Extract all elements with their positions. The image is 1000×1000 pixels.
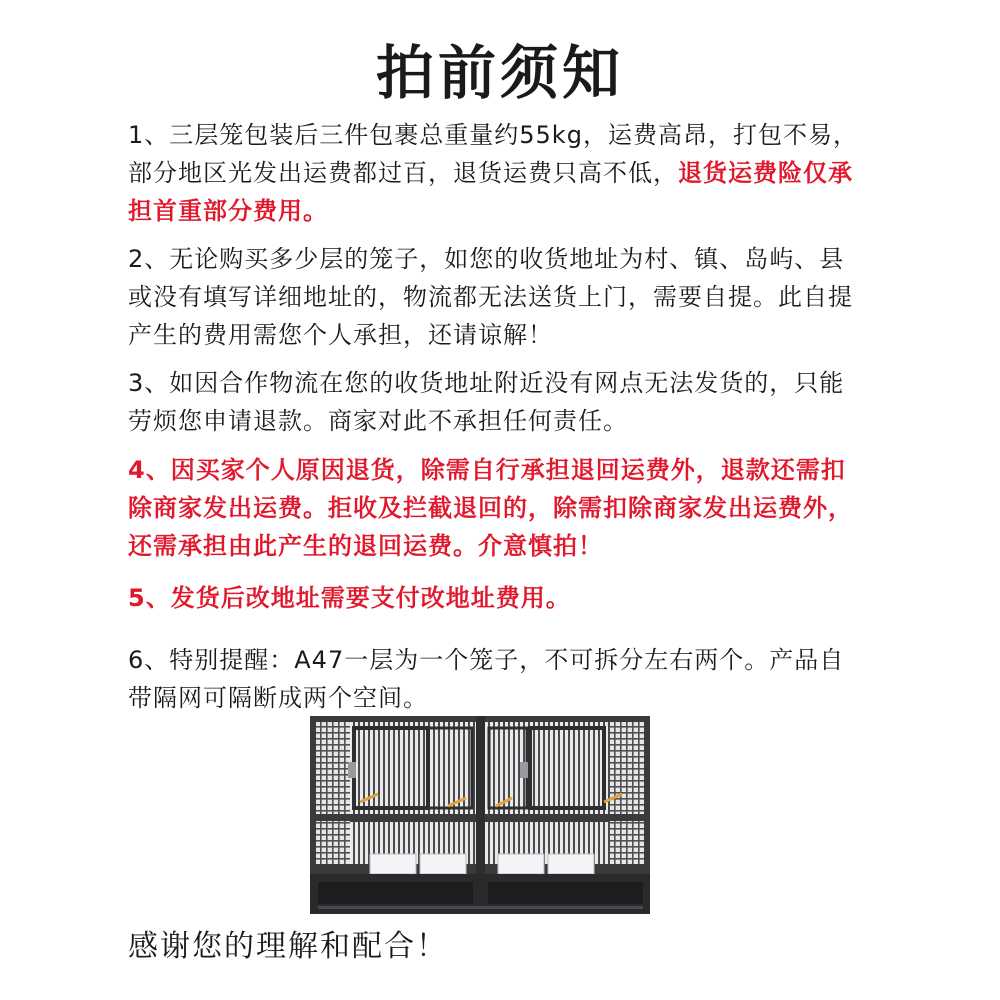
notice-item-5 bbox=[128, 579, 868, 617]
closing-message: 感谢您的理解和配合！ bbox=[128, 929, 448, 964]
notice-item-2 bbox=[128, 240, 868, 354]
notice-item-1 bbox=[128, 116, 868, 230]
notice-item-4 bbox=[128, 451, 868, 565]
notice-item-1-text: 1、三层笼包装后三件包裹总重量约55kg，运费高昂，打包不易，部分地区光发出运费都过百，退货运费只高不低， bbox=[128, 121, 858, 187]
notice-item-6 bbox=[128, 641, 868, 717]
notice-item-1-highlight: 退货运费险仅承担首重部分费用。 bbox=[128, 159, 853, 225]
notice-item-4-text: 4、因买家个人原因退货，除需自行承担退回运费外，退款还需扣除商家发出运费。拒收及拦截退回的，除需扣除商家发出运费外，还需承担由此产生的退回运费。介意慎拍！ bbox=[128, 456, 853, 560]
notice-item-3-text: 3、如因合作物流在您的收货地址附近没有网点无法发货的，只能劳烦您申请退款。商家对此不承担任何责任。 bbox=[128, 369, 845, 435]
notice-item-2-text: 2、无论购买多少层的笼子，如您的收货地址为村、镇、岛屿、县或没有填写详细地址的，物流都无法送货上门，需要自提。此自提产生的费用需您个人承担，还请谅解！ bbox=[128, 245, 853, 349]
notice-item-6-text: 6、特别提醒：A47一层为一个笼子，不可拆分左右两个。产品自带隔网可隔断成两个空间。 bbox=[128, 646, 845, 712]
notice-item-3 bbox=[128, 364, 868, 440]
bird-cage-image bbox=[308, 714, 652, 916]
notice-item-5-text: 5、发货后改地址需要支付改地址费用。 bbox=[128, 584, 571, 612]
page-title: 拍前须知 bbox=[375, 39, 624, 107]
